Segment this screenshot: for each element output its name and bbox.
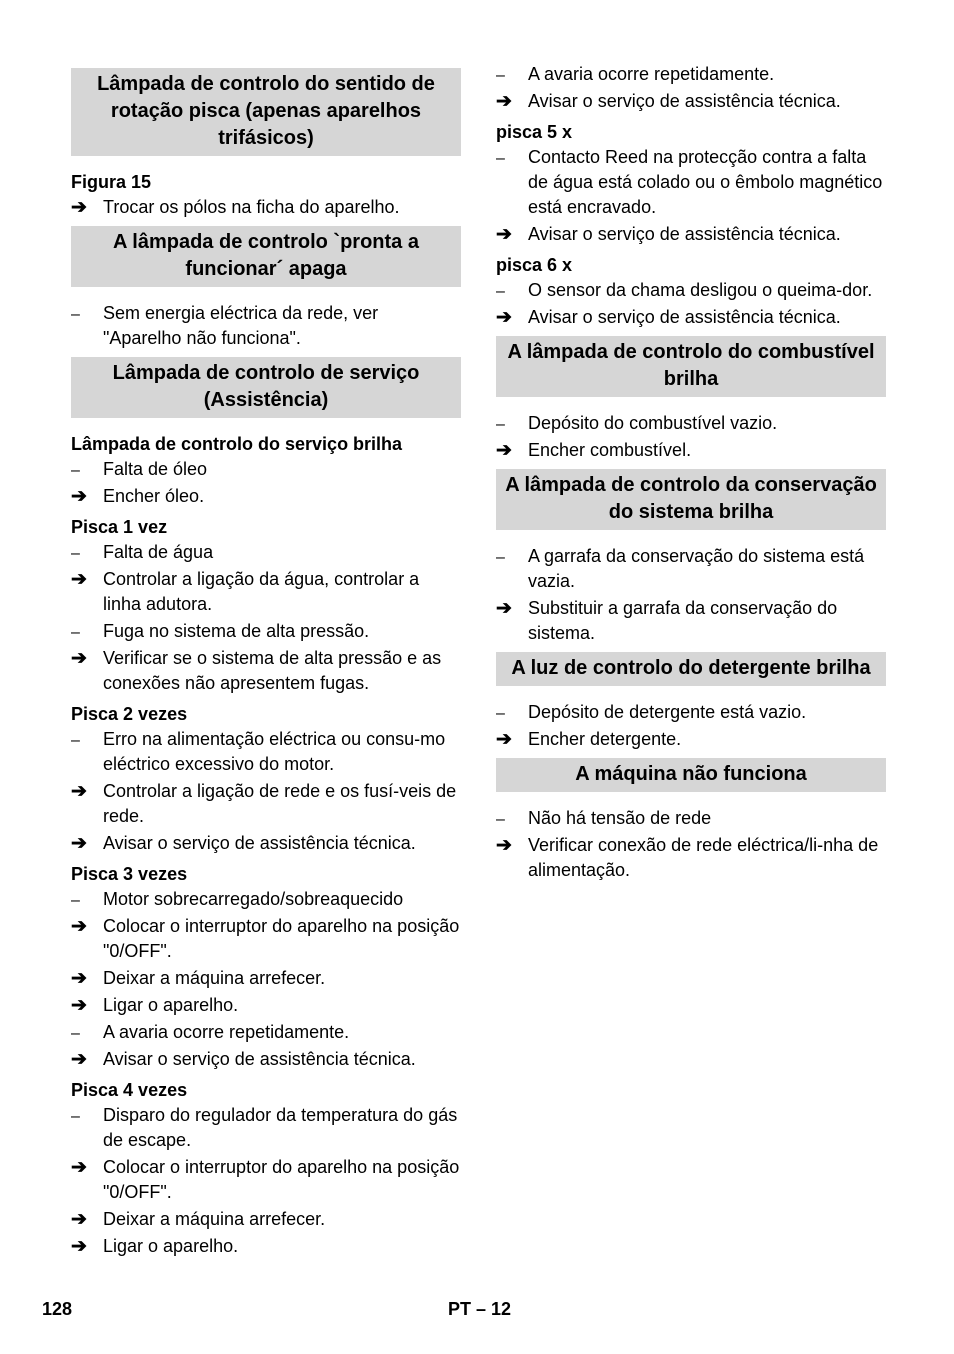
right-column: [496, 62, 886, 885]
item-text: Deixar a máquina arrefecer.: [103, 968, 326, 988]
left-column: [71, 62, 461, 1261]
arrow-right-icon: [71, 1047, 95, 1072]
action-item: [71, 1155, 461, 1205]
dash-bullet-icon: [496, 700, 520, 726]
action-item: [71, 779, 461, 829]
arrow-right-icon: [71, 914, 95, 939]
item-text: Ligar o aparelho.: [103, 1236, 239, 1256]
item-text: Não há tensão de rede: [528, 808, 712, 828]
dash-bullet-icon: [496, 806, 520, 832]
dash-bullet-icon: [496, 62, 520, 88]
dash-bullet-icon: [71, 887, 95, 913]
action-item: [71, 646, 461, 696]
item-text: Depósito do combustível vazio.: [528, 413, 778, 433]
cause-item: [496, 806, 886, 831]
action-item: [496, 596, 886, 646]
arrow-right-icon: [496, 305, 520, 330]
subheading: pisca 5 x: [496, 122, 573, 142]
arrow-right-icon: [71, 195, 95, 220]
cause-item: [71, 301, 461, 351]
item-text: Verificar conexão de rede eléctrica/li-nha de alimentação.: [528, 835, 879, 880]
item-text: A avaria ocorre repetidamente.: [528, 64, 775, 84]
dash-bullet-icon: [496, 145, 520, 171]
action-item: [496, 438, 886, 463]
action-item: [496, 222, 886, 247]
action-item: [71, 195, 461, 220]
section-heading: A lâmpada de controlo da conservação do sistema brilha: [496, 469, 886, 530]
item-text: Trocar os pólos na ficha do aparelho.: [103, 197, 400, 217]
arrow-right-icon: [71, 993, 95, 1018]
arrow-right-icon: [71, 484, 95, 509]
arrow-right-icon: [71, 567, 95, 592]
action-item: [496, 89, 886, 114]
item-text: O sensor da chama desligou o queima-dor.: [528, 280, 873, 300]
dash-bullet-icon: [71, 727, 95, 753]
page-label: PT – 12: [448, 1299, 512, 1319]
section-heading: A lâmpada de controlo do combustível brilha: [496, 336, 886, 397]
item-text: Fuga no sistema de alta pressão.: [103, 621, 370, 641]
subheading: Pisca 1 vez: [71, 517, 168, 537]
item-text: Avisar o serviço de assistência técnica.: [103, 833, 416, 853]
action-item: [71, 567, 461, 617]
action-item: [71, 1047, 461, 1072]
action-item: [496, 727, 886, 752]
cause-item: [71, 619, 461, 644]
item-text: Encher combustível.: [528, 440, 692, 460]
cause-item: [71, 1103, 461, 1153]
action-item: [71, 484, 461, 509]
action-item: [71, 1234, 461, 1259]
item-text: Encher óleo.: [103, 486, 205, 506]
cause-item: [71, 540, 461, 565]
item-text: Falta de óleo: [103, 459, 208, 479]
action-item: [71, 966, 461, 991]
cause-item: [71, 887, 461, 912]
section-heading: A luz de controlo do detergente brilha: [496, 652, 886, 686]
action-item: [496, 833, 886, 883]
subheading: pisca 6 x: [496, 255, 573, 275]
arrow-right-icon: [496, 438, 520, 463]
subheading: Pisca 2 vezes: [71, 704, 188, 724]
section-heading: A máquina não funciona: [496, 758, 886, 792]
subheading: Lâmpada de controlo do serviço brilha: [71, 434, 403, 454]
arrow-right-icon: [71, 831, 95, 856]
dash-bullet-icon: [71, 301, 95, 327]
item-text: Colocar o interruptor do aparelho na posição "0/OFF".: [103, 1157, 460, 1202]
cause-item: [71, 727, 461, 777]
item-text: Deixar a máquina arrefecer.: [103, 1209, 326, 1229]
action-item: [71, 831, 461, 856]
item-text: Encher detergente.: [528, 729, 682, 749]
arrow-right-icon: [71, 1207, 95, 1232]
dash-bullet-icon: [71, 619, 95, 645]
action-item: [496, 305, 886, 330]
action-item: [71, 993, 461, 1018]
item-text: Contacto Reed na protecção contra a falta de água está colado ou o êmbolo magnético está encravado.: [528, 147, 883, 217]
item-text: Controlar a ligação de rede e os fusí-veis de rede.: [103, 781, 457, 826]
arrow-right-icon: [496, 833, 520, 858]
section-heading: Lâmpada de controlo do sentido de rotação pisca (apenas aparelhos trifásicos): [71, 68, 461, 156]
item-text: Falta de água: [103, 542, 214, 562]
item-text: A garrafa da conservação do sistema está vazia.: [528, 546, 865, 591]
item-text: Disparo do regulador da temperatura do gás de escape.: [103, 1105, 458, 1150]
item-text: Verificar se o sistema de alta pressão e as conexões não apresentem fugas.: [103, 648, 442, 693]
item-text: Avisar o serviço de assistência técnica.: [528, 224, 841, 244]
dash-bullet-icon: [71, 1020, 95, 1046]
item-text: Erro na alimentação eléctrica ou consu-mo eléctrico excessivo do motor.: [103, 729, 446, 774]
item-text: Colocar o interruptor do aparelho na posição "0/OFF".: [103, 916, 460, 961]
section-heading: A lâmpada de controlo `pronta a funcionar´ apaga: [71, 226, 461, 287]
arrow-right-icon: [71, 1155, 95, 1180]
item-text: Ligar o aparelho.: [103, 995, 239, 1015]
subheading: Figura 15: [71, 172, 152, 192]
action-item: [71, 914, 461, 964]
item-text: Depósito de detergente está vazio.: [528, 702, 807, 722]
item-text: A avaria ocorre repetidamente.: [103, 1022, 350, 1042]
cause-item: [496, 145, 886, 220]
item-text: Substituir a garrafa da conservação do sistema.: [528, 598, 838, 643]
subheading: Pisca 4 vezes: [71, 1080, 188, 1100]
cause-item: [71, 1020, 461, 1045]
page-number: 128: [42, 1299, 73, 1319]
subheading: Pisca 3 vezes: [71, 864, 188, 884]
arrow-right-icon: [71, 966, 95, 991]
item-text: Avisar o serviço de assistência técnica.: [528, 91, 841, 111]
dash-bullet-icon: [71, 540, 95, 566]
section-heading: Lâmpada de controlo de serviço (Assistência): [71, 357, 461, 418]
arrow-right-icon: [496, 596, 520, 621]
dash-bullet-icon: [496, 544, 520, 570]
cause-item: [496, 411, 886, 436]
arrow-right-icon: [71, 779, 95, 804]
arrow-right-icon: [496, 222, 520, 247]
action-item: [71, 1207, 461, 1232]
cause-item: [496, 62, 886, 87]
item-text: Motor sobrecarregado/sobreaquecido: [103, 889, 404, 909]
item-text: Avisar o serviço de assistência técnica.: [103, 1049, 416, 1069]
dash-bullet-icon: [71, 1103, 95, 1129]
arrow-right-icon: [496, 727, 520, 752]
item-text: Controlar a ligação da água, controlar a linha adutora.: [103, 569, 420, 614]
dash-bullet-icon: [71, 457, 95, 483]
cause-item: [496, 544, 886, 594]
cause-item: [496, 278, 886, 303]
cause-item: [496, 700, 886, 725]
cause-item: [71, 457, 461, 482]
arrow-right-icon: [496, 89, 520, 114]
item-text: Avisar o serviço de assistência técnica.: [528, 307, 841, 327]
dash-bullet-icon: [496, 278, 520, 304]
arrow-right-icon: [71, 1234, 95, 1259]
arrow-right-icon: [71, 646, 95, 671]
dash-bullet-icon: [496, 411, 520, 437]
item-text: Sem energia eléctrica da rede, ver "Aparelho não funciona".: [103, 303, 379, 348]
